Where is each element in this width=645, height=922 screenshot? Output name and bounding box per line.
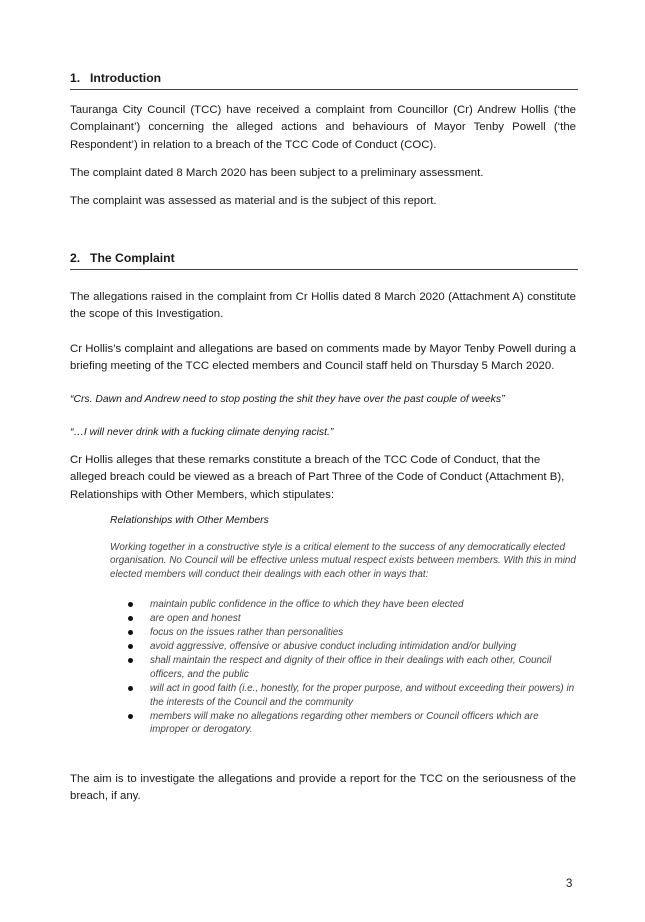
bullet-icon xyxy=(128,644,133,649)
bullet-text: focus on the issues rather than personalities xyxy=(150,627,344,639)
excerpt-body: Working together in a constructive style is a critical element to the success of any democratically elected organisation. No Council will be effective unless mutual respect exists between members. With this in mind elected members will conduct their dealings with each other in ways that: xyxy=(110,542,576,580)
list-item xyxy=(128,626,576,640)
list-item xyxy=(128,654,576,681)
bullet-text: will act in good faith (i.e., honestly, for the proper purpose, and without exceeding their powers) in the interests of the Council and the community xyxy=(150,683,575,708)
bullet-text: are open and honest xyxy=(150,613,241,625)
conclusion-paragraph: The aim is to investigate the allegations and provide a report for the TCC on the seriousness of the breach, if any. xyxy=(70,773,576,803)
page-number: 3 xyxy=(566,878,573,890)
complaint-paragraph-1: The allegations raised in the complaint from Cr Hollis dated 8 March 2020 (Attachment A) constitute the scope of this Investigation. xyxy=(70,291,576,321)
bullet-icon xyxy=(128,686,133,691)
bullet-icon xyxy=(128,602,133,607)
bullet-text: maintain public confidence in the office to which they have been elected xyxy=(150,599,464,610)
list-item xyxy=(128,640,576,654)
bullet-text: avoid aggressive, offensive or abusive conduct including intimidation and/or bullying xyxy=(150,641,517,653)
bullet-icon xyxy=(128,616,133,621)
list-item xyxy=(128,598,576,612)
section-1-number: 1. xyxy=(70,71,81,85)
intro-paragraph-3: The complaint was assessed as material and is the subject of this report. xyxy=(70,195,437,207)
bullet-text: shall maintain the respect and dignity of their office in their dealings with each other, Council officers, and the public xyxy=(150,655,552,680)
list-item xyxy=(128,682,576,709)
list-item xyxy=(128,612,576,626)
intro-paragraph-2: The complaint dated 8 March 2020 has been subject to a preliminary assessment. xyxy=(70,167,484,179)
intro-paragraph-1: Tauranga City Council (TCC) have received a complaint from Councillor (Cr) Andrew Hollis (‘the Complainant’) concerning the alleged actions and behaviours of Mayor Tenby Powell (‘the Respondent’) in relation to a breach of the TCC Code of Conduct (COC). xyxy=(70,104,576,151)
bullet-icon xyxy=(128,714,133,719)
excerpt-bullet-list xyxy=(128,598,576,737)
list-item xyxy=(128,710,576,737)
bullet-icon xyxy=(128,630,133,635)
section-2-title: The Complaint xyxy=(90,251,175,265)
allegation-paragraph: Cr Hollis alleges that these remarks constitute a breach of the TCC Code of Conduct, that the alleged breach could be viewed as a breach of Part Three of the Code of Conduct (Attachment B), Relationships with Other Members, which stipulates: xyxy=(70,454,565,501)
section-1-title: Introduction xyxy=(90,71,162,85)
bullet-icon xyxy=(128,658,133,663)
bullet-text: members will make no allegations regarding other members or Council officers which are improper or derogatory. xyxy=(150,710,539,736)
section-1-heading xyxy=(70,71,578,90)
section-2-heading xyxy=(70,251,578,270)
excerpt-title: Relationships with Other Members xyxy=(110,515,269,526)
quote-2: “…I will never drink with a fucking climate denying racist.” xyxy=(70,427,334,438)
quote-1: “Crs. Dawn and Andrew need to stop posting the shit they have over the past couple of weeks” xyxy=(70,394,505,405)
section-2-number: 2. xyxy=(70,251,81,265)
complaint-paragraph-2: Cr Hollis’s complaint and allegations are based on comments made by Mayor Tenby Powell during a briefing meeting of the TCC elected members and Council staff held on Thursday 5 March 2020. xyxy=(70,343,576,373)
